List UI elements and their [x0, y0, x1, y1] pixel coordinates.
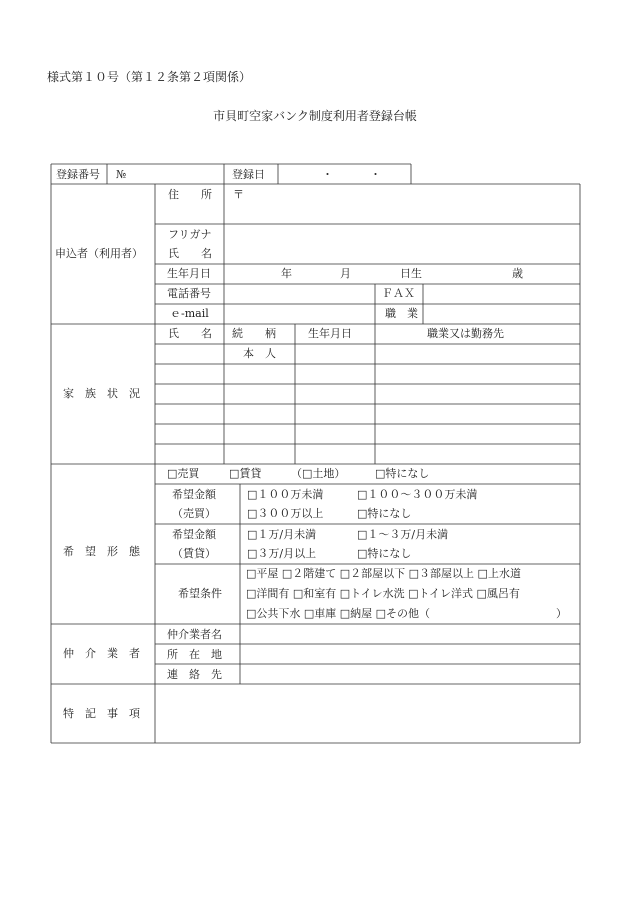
phone-label: 電話番号 — [167, 287, 211, 300]
family-self: 本 人 — [243, 347, 276, 360]
postal-mark[interactable]: 〒 — [233, 188, 244, 201]
registration-number-label: 登録番号 — [56, 168, 100, 181]
address-label: 住 所 — [168, 188, 212, 201]
preference-section-label: 希 望 形 態 — [63, 545, 140, 558]
form-number: 様式第１０号（第１２条第２項関係） — [47, 70, 252, 84]
birth-label: 生年月日 — [167, 267, 211, 280]
type-buy-checkbox[interactable]: □売買 — [167, 467, 200, 480]
rent-opt-1-3[interactable]: □１～３万/月未満 — [357, 528, 449, 541]
rent-amount-label: 希望金額 — [172, 528, 216, 541]
conditions-close: ） — [556, 607, 567, 620]
family-col-work: 職業又は勤務先 — [427, 327, 504, 340]
rent-opt-none[interactable]: □特になし — [357, 547, 412, 560]
buy-opt-100-300[interactable]: □１００～３００万未満 — [357, 488, 478, 501]
birth-age: 歳 — [512, 267, 523, 280]
buy-opt-none[interactable]: □特になし — [357, 507, 412, 520]
rent-opt-under-1[interactable]: □１万/月未満 — [247, 528, 317, 541]
broker-name-label: 仲介業者名 — [167, 628, 222, 641]
furigana-label: フリガナ — [168, 228, 212, 241]
family-col-birth: 生年月日 — [308, 327, 352, 340]
birth-month: 月 — [340, 267, 351, 280]
registration-number-field[interactable]: № — [116, 168, 127, 181]
registration-date-sep-2: ・ — [370, 168, 381, 181]
occupation-label: 職 業 — [385, 307, 418, 320]
rent-opt-over-3[interactable]: □３万/月以上 — [247, 547, 317, 560]
buy-opt-under-100[interactable]: □１００万未満 — [247, 488, 324, 501]
broker-section-label: 仲 介 業 者 — [63, 647, 140, 660]
broker-address-label: 所 在 地 — [167, 648, 222, 661]
buy-amount-label: 希望金額 — [172, 488, 216, 501]
conditions-label: 希望条件 — [178, 587, 222, 600]
email-label: ｅ-mail — [170, 307, 209, 320]
birth-year: 年 — [281, 267, 292, 280]
page-title: 市貝町空家バンク制度利用者登録台帳 — [213, 109, 417, 123]
buy-opt-over-300[interactable]: □３００万以上 — [247, 507, 324, 520]
family-col-name: 氏 名 — [168, 327, 212, 340]
conditions-line-3[interactable]: □公共下水 □車庫 □納屋 □その他（ — [246, 607, 431, 620]
family-section-label: 家 族 状 況 — [63, 387, 140, 400]
broker-contact-label: 連 絡 先 — [167, 668, 222, 681]
buy-amount-sub: （売買） — [172, 507, 216, 520]
notes-section-label: 特 記 事 項 — [63, 707, 140, 720]
birth-day-born: 日生 — [400, 267, 422, 280]
name-label: 氏 名 — [168, 247, 212, 260]
type-rent-checkbox[interactable]: □賃貸 — [229, 467, 262, 480]
family-col-relation: 続 柄 — [232, 327, 276, 340]
registration-date-sep-1: ・ — [322, 168, 333, 181]
rent-amount-sub: （賃貸） — [172, 547, 216, 560]
type-land-checkbox[interactable]: （□土地） — [291, 467, 346, 480]
fax-label: ＦＡＸ — [382, 287, 415, 300]
conditions-line-1[interactable]: □平屋 □２階建て □２部屋以下 □３部屋以上 □上水道 — [246, 567, 521, 580]
registration-date-label: 登録日 — [232, 168, 265, 181]
conditions-line-2[interactable]: □洋間有 □和室有 □トイレ水洗 □トイレ洋式 □風呂有 — [246, 587, 520, 600]
type-none-checkbox[interactable]: □特になし — [375, 467, 430, 480]
applicant-section-label: 申込者（利用者） — [55, 247, 143, 260]
